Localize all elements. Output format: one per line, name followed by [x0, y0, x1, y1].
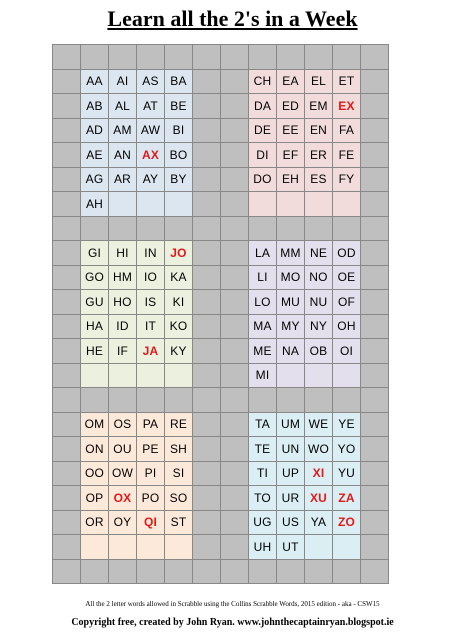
word-grid	[52, 44, 389, 584]
word-cell: PI	[137, 462, 165, 487]
word-cell: AM	[109, 119, 137, 144]
empty-cell	[305, 535, 333, 560]
spacer-cell	[137, 388, 165, 413]
spacer-cell	[361, 290, 389, 315]
word-cell: WE	[305, 413, 333, 438]
word-cell: HE	[81, 339, 109, 364]
word-cell: AD	[81, 119, 109, 144]
word-cell: ZA	[333, 486, 361, 511]
word-cell: OO	[81, 462, 109, 487]
word-cell: OY	[109, 511, 137, 536]
spacer-cell	[53, 511, 81, 536]
word-cell: AA	[81, 70, 109, 95]
copyright-footer: Copyright free, created by John Ryan. www.johnthecaptainryan.blogspot.ie	[71, 617, 394, 628]
word-cell: NY	[305, 315, 333, 340]
word-cell: US	[277, 511, 305, 536]
spacer-cell	[221, 486, 249, 511]
spacer-cell	[165, 388, 193, 413]
spacer-cell	[193, 315, 221, 340]
word-cell: AL	[109, 94, 137, 119]
word-cell: GI	[81, 241, 109, 266]
word-cell: YO	[333, 437, 361, 462]
word-cell: WO	[305, 437, 333, 462]
spacer-cell	[221, 119, 249, 144]
word-cell: OI	[333, 339, 361, 364]
word-cell: HI	[109, 241, 137, 266]
spacer-cell	[221, 535, 249, 560]
spacer-cell	[193, 241, 221, 266]
word-cell: NE	[305, 241, 333, 266]
word-cell: YU	[333, 462, 361, 487]
word-cell: OE	[333, 266, 361, 291]
spacer-cell	[53, 364, 81, 389]
word-cell: NO	[305, 266, 333, 291]
word-cell: JA	[137, 339, 165, 364]
word-cell: LA	[249, 241, 277, 266]
word-cell: IT	[137, 315, 165, 340]
spacer-cell	[333, 388, 361, 413]
word-cell: MA	[249, 315, 277, 340]
spacer-cell	[221, 266, 249, 291]
spacer-cell	[361, 45, 389, 70]
word-cell: XU	[305, 486, 333, 511]
word-cell: FY	[333, 168, 361, 193]
empty-cell	[109, 364, 137, 389]
empty-cell	[81, 535, 109, 560]
word-cell: YA	[305, 511, 333, 536]
empty-cell	[109, 192, 137, 217]
word-cell: AI	[109, 70, 137, 95]
spacer-cell	[193, 560, 221, 585]
spacer-cell	[305, 388, 333, 413]
spacer-cell	[81, 560, 109, 585]
empty-cell	[165, 364, 193, 389]
word-cell: KI	[165, 290, 193, 315]
spacer-cell	[53, 168, 81, 193]
word-cell: FE	[333, 143, 361, 168]
spacer-cell	[221, 94, 249, 119]
spacer-cell	[53, 437, 81, 462]
spacer-cell	[53, 413, 81, 438]
word-cell: OH	[333, 315, 361, 340]
spacer-cell	[221, 413, 249, 438]
spacer-cell	[221, 241, 249, 266]
spacer-cell	[361, 339, 389, 364]
spacer-cell	[193, 364, 221, 389]
spacer-cell	[165, 560, 193, 585]
spacer-cell	[193, 217, 221, 242]
spacer-cell	[221, 315, 249, 340]
word-cell: AY	[137, 168, 165, 193]
spacer-cell	[305, 217, 333, 242]
word-cell: NU	[305, 290, 333, 315]
spacer-cell	[53, 45, 81, 70]
spacer-cell	[53, 388, 81, 413]
word-cell: LO	[249, 290, 277, 315]
spacer-cell	[193, 94, 221, 119]
spacer-cell	[53, 70, 81, 95]
spacer-cell	[193, 143, 221, 168]
spacer-cell	[361, 168, 389, 193]
spacer-cell	[193, 168, 221, 193]
word-cell: OD	[333, 241, 361, 266]
spacer-cell	[361, 437, 389, 462]
spacer-cell	[277, 45, 305, 70]
spacer-cell	[53, 94, 81, 119]
empty-cell	[305, 364, 333, 389]
word-cell: IO	[137, 266, 165, 291]
word-cell: OW	[109, 462, 137, 487]
spacer-cell	[221, 217, 249, 242]
spacer-cell	[221, 339, 249, 364]
word-cell: ED	[277, 94, 305, 119]
word-cell: IN	[137, 241, 165, 266]
spacer-cell	[221, 437, 249, 462]
word-cell: RE	[165, 413, 193, 438]
spacer-cell	[193, 437, 221, 462]
word-cell: PA	[137, 413, 165, 438]
spacer-cell	[221, 462, 249, 487]
spacer-cell	[193, 290, 221, 315]
word-cell: GU	[81, 290, 109, 315]
spacer-cell	[221, 290, 249, 315]
word-cell: EN	[305, 119, 333, 144]
word-cell: TE	[249, 437, 277, 462]
word-cell: AH	[81, 192, 109, 217]
empty-cell	[109, 535, 137, 560]
word-cell: MI	[249, 364, 277, 389]
empty-cell	[137, 364, 165, 389]
page-title: Learn all the 2's in a Week	[107, 6, 358, 31]
spacer-cell	[361, 192, 389, 217]
word-cell: SO	[165, 486, 193, 511]
spacer-cell	[53, 266, 81, 291]
word-cell: EX	[333, 94, 361, 119]
spacer-cell	[193, 70, 221, 95]
word-cell: QI	[137, 511, 165, 536]
word-cell: JO	[165, 241, 193, 266]
word-cell: UN	[277, 437, 305, 462]
spacer-cell	[277, 560, 305, 585]
spacer-cell	[137, 45, 165, 70]
spacer-cell	[221, 45, 249, 70]
empty-cell	[137, 192, 165, 217]
spacer-cell	[193, 486, 221, 511]
spacer-cell	[81, 388, 109, 413]
spacer-cell	[193, 535, 221, 560]
word-cell: AE	[81, 143, 109, 168]
word-cell: AW	[137, 119, 165, 144]
spacer-cell	[109, 217, 137, 242]
word-cell: MM	[277, 241, 305, 266]
word-cell: EM	[305, 94, 333, 119]
word-cell: DE	[249, 119, 277, 144]
word-cell: NA	[277, 339, 305, 364]
empty-cell	[333, 364, 361, 389]
word-cell: ST	[165, 511, 193, 536]
word-cell: HO	[109, 290, 137, 315]
word-cell: DA	[249, 94, 277, 119]
word-cell: ID	[109, 315, 137, 340]
spacer-cell	[109, 45, 137, 70]
word-cell: UG	[249, 511, 277, 536]
word-cell: ET	[333, 70, 361, 95]
spacer-cell	[361, 560, 389, 585]
empty-cell	[305, 192, 333, 217]
spacer-cell	[53, 339, 81, 364]
spacer-cell	[53, 290, 81, 315]
word-cell: KO	[165, 315, 193, 340]
word-cell: MO	[277, 266, 305, 291]
word-cell: UH	[249, 535, 277, 560]
word-cell: UR	[277, 486, 305, 511]
spacer-cell	[53, 560, 81, 585]
spacer-cell	[249, 388, 277, 413]
footnote: All the 2 letter words allowed in Scrabble using the Collins Scrabble Words, 2015 edition - aka - CSW15	[85, 600, 380, 608]
spacer-cell	[221, 511, 249, 536]
word-cell: DI	[249, 143, 277, 168]
word-cell: MY	[277, 315, 305, 340]
spacer-cell	[221, 364, 249, 389]
word-cell: ER	[305, 143, 333, 168]
word-cell: SH	[165, 437, 193, 462]
word-cell: HM	[109, 266, 137, 291]
spacer-cell	[193, 511, 221, 536]
word-cell: OU	[109, 437, 137, 462]
spacer-cell	[361, 462, 389, 487]
word-cell: KY	[165, 339, 193, 364]
spacer-cell	[333, 560, 361, 585]
spacer-cell	[361, 364, 389, 389]
word-cell: SI	[165, 462, 193, 487]
word-cell: IF	[109, 339, 137, 364]
word-cell: ZO	[333, 511, 361, 536]
spacer-cell	[193, 45, 221, 70]
spacer-cell	[193, 339, 221, 364]
word-cell: PO	[137, 486, 165, 511]
word-cell: BE	[165, 94, 193, 119]
spacer-cell	[249, 560, 277, 585]
spacer-cell	[53, 217, 81, 242]
spacer-cell	[53, 241, 81, 266]
word-cell: BA	[165, 70, 193, 95]
spacer-cell	[361, 94, 389, 119]
spacer-cell	[361, 266, 389, 291]
spacer-cell	[193, 413, 221, 438]
spacer-cell	[109, 388, 137, 413]
word-cell: OS	[109, 413, 137, 438]
spacer-cell	[361, 413, 389, 438]
word-cell: ON	[81, 437, 109, 462]
empty-cell	[333, 535, 361, 560]
spacer-cell	[361, 241, 389, 266]
word-cell: ES	[305, 168, 333, 193]
spacer-cell	[361, 486, 389, 511]
empty-cell	[333, 192, 361, 217]
word-cell: BI	[165, 119, 193, 144]
spacer-cell	[109, 560, 137, 585]
spacer-cell	[333, 217, 361, 242]
spacer-cell	[165, 45, 193, 70]
word-cell: OR	[81, 511, 109, 536]
word-cell: LI	[249, 266, 277, 291]
spacer-cell	[53, 486, 81, 511]
spacer-cell	[361, 388, 389, 413]
word-cell: TA	[249, 413, 277, 438]
empty-cell	[165, 535, 193, 560]
word-cell: KA	[165, 266, 193, 291]
spacer-cell	[53, 119, 81, 144]
spacer-cell	[221, 143, 249, 168]
spacer-cell	[305, 45, 333, 70]
word-cell: BO	[165, 143, 193, 168]
spacer-cell	[137, 217, 165, 242]
word-cell: OP	[81, 486, 109, 511]
spacer-cell	[221, 70, 249, 95]
word-cell: FA	[333, 119, 361, 144]
spacer-cell	[249, 45, 277, 70]
word-cell: PE	[137, 437, 165, 462]
spacer-cell	[193, 119, 221, 144]
word-cell: AS	[137, 70, 165, 95]
spacer-cell	[361, 143, 389, 168]
word-cell: XI	[305, 462, 333, 487]
spacer-cell	[53, 535, 81, 560]
spacer-cell	[81, 45, 109, 70]
word-cell: MU	[277, 290, 305, 315]
spacer-cell	[361, 119, 389, 144]
spacer-cell	[361, 535, 389, 560]
word-cell: AG	[81, 168, 109, 193]
spacer-cell	[277, 217, 305, 242]
spacer-cell	[361, 315, 389, 340]
word-cell: YE	[333, 413, 361, 438]
word-cell: EL	[305, 70, 333, 95]
spacer-cell	[193, 462, 221, 487]
spacer-cell	[221, 192, 249, 217]
word-cell: TI	[249, 462, 277, 487]
empty-cell	[137, 535, 165, 560]
word-cell: AR	[109, 168, 137, 193]
spacer-cell	[53, 315, 81, 340]
word-cell: DO	[249, 168, 277, 193]
spacer-cell	[361, 70, 389, 95]
spacer-cell	[221, 168, 249, 193]
word-cell: OF	[333, 290, 361, 315]
word-cell: EE	[277, 119, 305, 144]
spacer-cell	[137, 560, 165, 585]
spacer-cell	[361, 511, 389, 536]
word-cell: OB	[305, 339, 333, 364]
spacer-cell	[53, 192, 81, 217]
spacer-cell	[277, 388, 305, 413]
spacer-cell	[221, 560, 249, 585]
word-cell: AN	[109, 143, 137, 168]
spacer-cell	[193, 192, 221, 217]
spacer-cell	[193, 266, 221, 291]
empty-cell	[277, 364, 305, 389]
spacer-cell	[53, 143, 81, 168]
spacer-cell	[81, 217, 109, 242]
spacer-cell	[193, 388, 221, 413]
word-cell: GO	[81, 266, 109, 291]
spacer-cell	[361, 217, 389, 242]
word-cell: EF	[277, 143, 305, 168]
spacer-cell	[333, 45, 361, 70]
spacer-cell	[53, 462, 81, 487]
word-cell: AT	[137, 94, 165, 119]
spacer-cell	[305, 560, 333, 585]
empty-cell	[165, 192, 193, 217]
word-cell: BY	[165, 168, 193, 193]
spacer-cell	[249, 217, 277, 242]
empty-cell	[249, 192, 277, 217]
word-cell: TO	[249, 486, 277, 511]
word-cell: IS	[137, 290, 165, 315]
word-cell: EH	[277, 168, 305, 193]
word-cell: HA	[81, 315, 109, 340]
spacer-cell	[221, 388, 249, 413]
word-cell: OM	[81, 413, 109, 438]
spacer-cell	[165, 217, 193, 242]
word-cell: OX	[109, 486, 137, 511]
empty-cell	[81, 364, 109, 389]
word-cell: ME	[249, 339, 277, 364]
empty-cell	[277, 192, 305, 217]
word-cell: UT	[277, 535, 305, 560]
word-cell: AB	[81, 94, 109, 119]
word-cell: UP	[277, 462, 305, 487]
word-cell: AX	[137, 143, 165, 168]
word-cell: UM	[277, 413, 305, 438]
word-cell: CH	[249, 70, 277, 95]
word-cell: EA	[277, 70, 305, 95]
